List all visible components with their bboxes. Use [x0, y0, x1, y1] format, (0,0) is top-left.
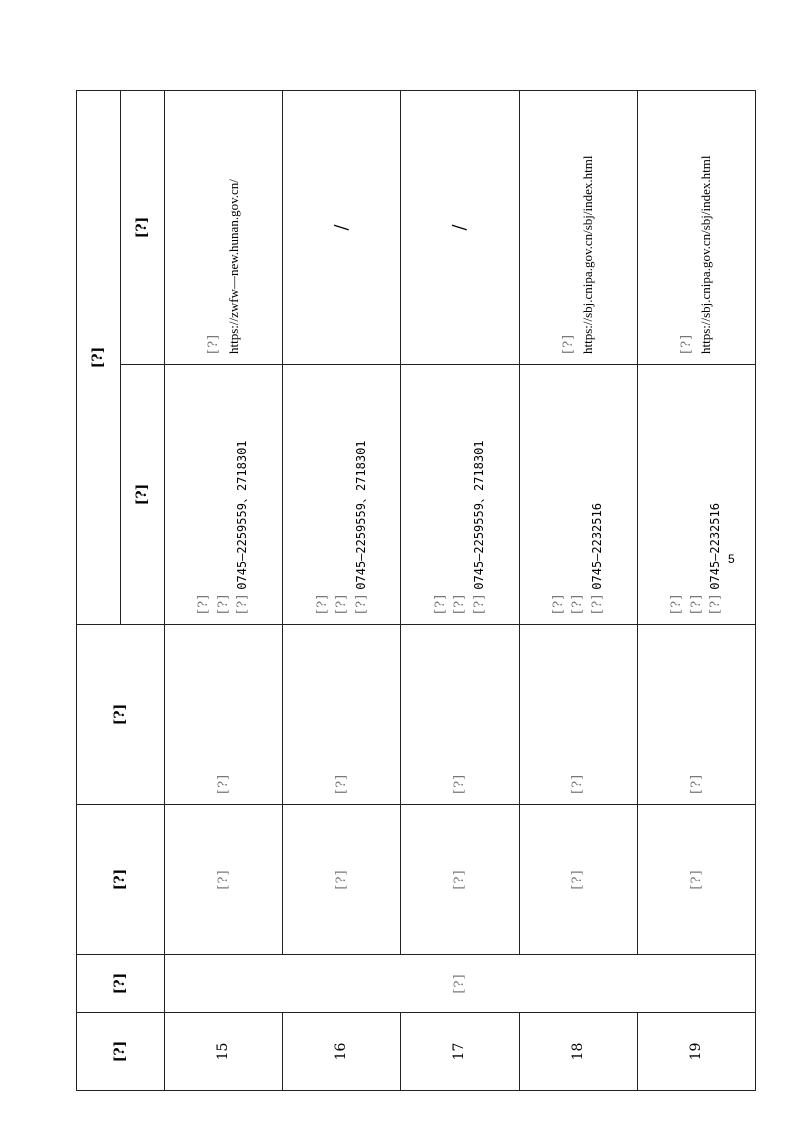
offline-phone-label: [?]	[471, 593, 487, 614]
row-content: [?]	[283, 625, 401, 805]
header-service-form: [?]	[77, 90, 121, 624]
header-row-top	[77, 90, 121, 1090]
offline-address: [?]	[452, 593, 468, 614]
offline-phone: 0745—2259559、2718301	[235, 440, 250, 590]
offline-phone-label: [?]	[589, 593, 605, 614]
online-url-link[interactable]: https://sbj.cnipa.gov.cn/sbj/index.html	[698, 155, 714, 354]
header-seq: [?]	[77, 1013, 165, 1091]
offline-phone: 0745—2232516	[708, 503, 723, 590]
header-content: [?]	[77, 625, 165, 805]
row-offline	[165, 365, 283, 625]
offline-phone: 0745—2259559、2718301	[353, 440, 368, 590]
row-content: [?]	[519, 625, 637, 805]
row-seq: 18	[519, 1013, 637, 1091]
rotated-table-container	[76, 91, 756, 1091]
offline-org: [?]	[314, 593, 330, 614]
offline-address: [?]	[570, 593, 586, 614]
row-online	[637, 90, 755, 364]
row-offline	[401, 365, 519, 625]
online-url-link[interactable]: https://sbj.cnipa.gov.cn/sbj/index.html	[580, 155, 596, 354]
row-item-name: [?]	[401, 805, 519, 955]
offline-phone: 0745—2232516	[589, 503, 604, 590]
offline-org: [?]	[432, 593, 448, 614]
row-offline	[637, 365, 755, 625]
category-cell: [?]	[165, 955, 756, 1013]
offline-org: [?]	[550, 593, 566, 614]
table-row	[519, 90, 637, 1090]
row-item-name: [?]	[519, 805, 637, 955]
page-number: 5	[728, 552, 735, 566]
row-offline	[519, 365, 637, 625]
row-item-name: [?]	[637, 805, 755, 955]
offline-org: [?]	[196, 593, 212, 614]
header-online: [?]	[121, 90, 165, 364]
online-desc: [?]	[678, 333, 694, 354]
table-row	[165, 90, 283, 1090]
table-row	[637, 90, 755, 1090]
row-online	[165, 90, 283, 364]
row-seq: 19	[637, 1013, 755, 1091]
offline-phone: 0745—2259559、2718301	[471, 440, 486, 590]
row-online: /	[283, 90, 401, 364]
offline-phone-label: [?]	[353, 593, 369, 614]
header-item-name: [?]	[77, 805, 165, 955]
offline-phone-label: [?]	[235, 593, 251, 614]
offline-address: [?]	[215, 593, 231, 614]
offline-address: [?]	[334, 593, 350, 614]
table-row	[401, 90, 519, 1090]
header-offline: [?]	[121, 365, 165, 625]
offline-address: [?]	[688, 593, 704, 614]
row-online: /	[401, 90, 519, 364]
row-content: [?]	[165, 625, 283, 805]
offline-org: [?]	[669, 593, 685, 614]
online-url-link[interactable]: https://zwfw—new.hunan.gov.cn/	[225, 179, 241, 354]
row-seq: 16	[283, 1013, 401, 1091]
offline-phone-label: [?]	[708, 593, 724, 614]
online-desc: [?]	[560, 333, 576, 354]
row-content: [?]	[401, 625, 519, 805]
service-table	[76, 90, 756, 1091]
header-category: [?]	[77, 955, 165, 1013]
row-offline	[283, 365, 401, 625]
row-item-name: [?]	[283, 805, 401, 955]
row-seq: 17	[401, 1013, 519, 1091]
row-content: [?]	[637, 625, 755, 805]
row-seq: 15	[165, 1013, 283, 1091]
row-online	[519, 90, 637, 364]
table-row	[283, 90, 401, 1090]
online-desc: [?]	[206, 333, 222, 354]
row-item-name: [?]	[165, 805, 283, 955]
